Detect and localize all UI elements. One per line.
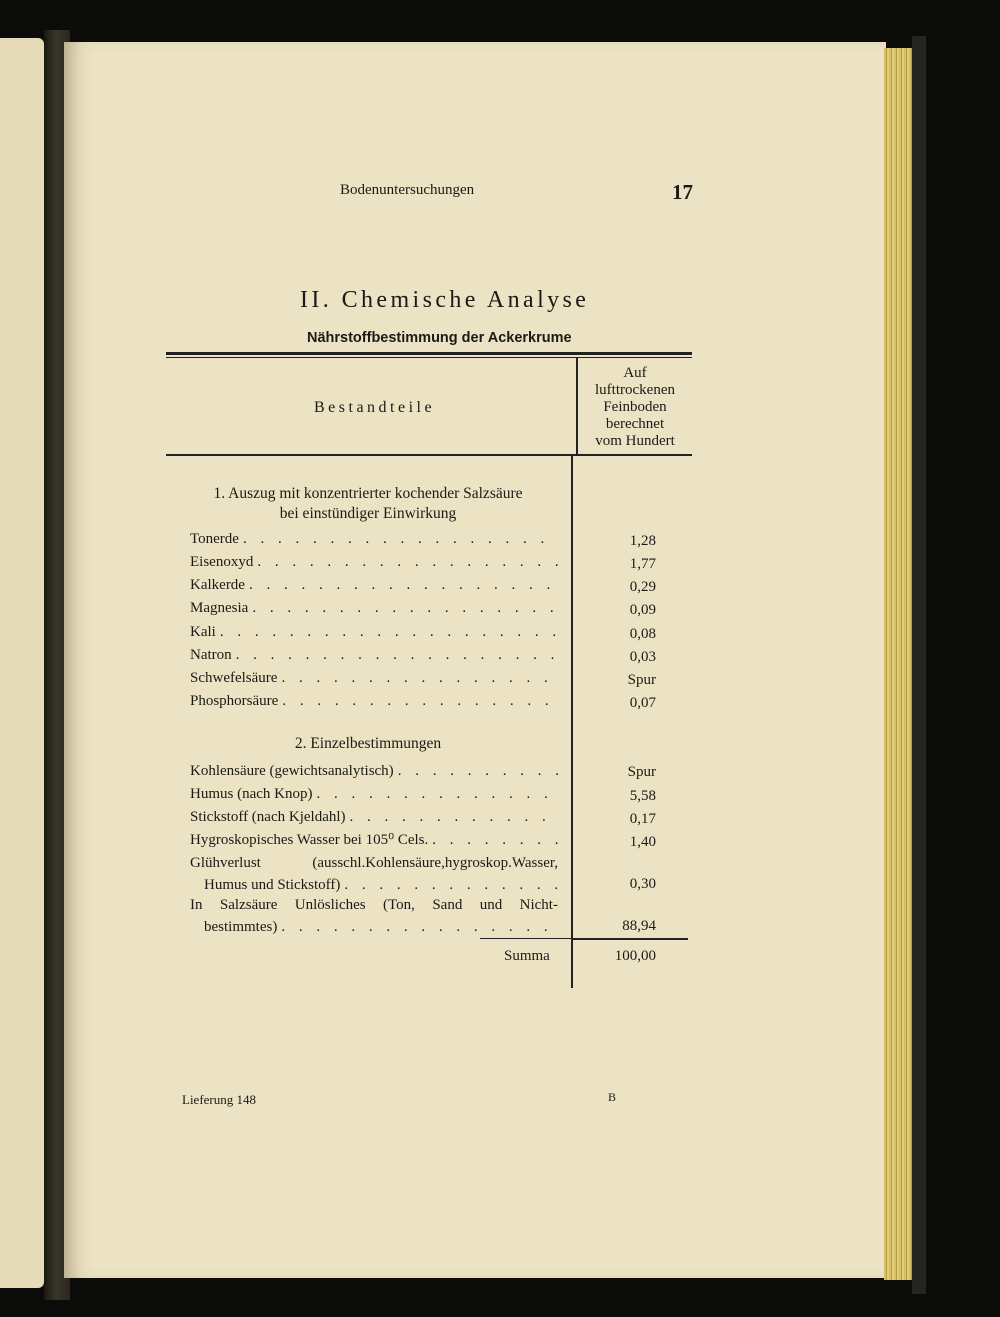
table-row-value: 1,77	[629, 556, 656, 572]
leader-dots	[316, 783, 558, 805]
column-divider-body	[571, 456, 573, 988]
table-row-value: 0,29	[629, 579, 656, 595]
section2-title: 2. Einzelbestimmungen	[294, 735, 442, 752]
header-bottom-rule	[166, 454, 692, 456]
running-head: Bodenuntersuchungen	[340, 182, 475, 198]
column-header-line: Auf	[623, 365, 647, 381]
leader-dots	[350, 806, 558, 828]
sum-value: 100,00	[614, 948, 656, 964]
row-label-line: Glühverlust (ausschl.Kohlensäure,hygroskop.Wasser,	[190, 855, 558, 871]
row-label-text: Kali	[190, 624, 216, 640]
table-row-label	[190, 806, 558, 828]
table-row-label	[190, 894, 558, 938]
sum-label: Summa	[504, 948, 550, 964]
sum-rule-left	[480, 938, 571, 939]
column-header-line: vom Hundert	[595, 433, 675, 449]
column-header-line: berechnet	[605, 416, 665, 432]
leader-dots	[252, 597, 558, 619]
table-row-value: 1,28	[629, 533, 656, 549]
leader-dots	[249, 574, 558, 596]
column-header-line: Feinboden	[603, 399, 667, 415]
column-header-line: lufttrockenen	[595, 382, 675, 398]
leader-dots	[432, 829, 558, 851]
table-row-label	[190, 783, 558, 805]
row-label-text: Hygroskopisches Wasser bei 105⁰ Cels.	[190, 832, 429, 848]
table-row-label	[190, 597, 558, 619]
row-label-text: Eisenoxyd	[190, 554, 254, 570]
row-label-text: Stickstoff (nach Kjeldahl)	[190, 809, 346, 825]
row-label-text: Tonerde	[190, 531, 239, 547]
table-top-rule	[166, 352, 692, 355]
footer-sheet-mark: B	[608, 1090, 617, 1104]
row-label-text: Schwefelsäure	[190, 670, 278, 686]
table-row-label	[190, 621, 558, 643]
row-label-text: bestimmtes)	[204, 919, 278, 935]
leader-dots	[236, 644, 558, 666]
leader-dots	[220, 621, 558, 643]
section-heading: II. Chemische Analyse	[300, 287, 590, 313]
table-row-label	[190, 667, 558, 689]
section1-title	[176, 484, 560, 524]
row-label-text: Phosphorsäure	[190, 693, 279, 709]
section1-title-line: bei einstündiger Einwirkung	[279, 505, 457, 522]
table-row-value: 0,08	[629, 626, 656, 642]
column-header-percent	[578, 365, 692, 450]
table-row-value: 0,03	[629, 649, 656, 665]
leader-dots	[281, 667, 558, 689]
page-number: 17	[672, 180, 693, 204]
table-row-value: 1,40	[629, 834, 656, 850]
row-label-text: Natron	[190, 647, 232, 663]
table-row-value: 0,09	[629, 602, 656, 618]
facing-page-edge	[0, 38, 44, 1288]
table-row-label	[190, 852, 558, 896]
leader-dots	[243, 528, 558, 550]
page-block-edge	[884, 48, 912, 1280]
leader-dots	[398, 760, 558, 782]
leader-dots	[282, 690, 558, 712]
table-row-value: Spur	[627, 672, 656, 688]
table-row-value: 5,58	[629, 788, 656, 804]
table-row-label	[190, 574, 558, 596]
row-label-text: Kohlensäure (gewichtsanalytisch)	[190, 763, 394, 779]
table-title: Nährstoffbestimmung der Ackerkrume	[307, 330, 572, 346]
section1-title-line: 1. Auszug mit konzentrierter kochender Salzsäure	[213, 485, 523, 502]
sum-rule-right	[573, 938, 688, 940]
footer-signature: Lieferung 148	[182, 1092, 257, 1107]
table-row-value: 0,07	[629, 695, 656, 711]
leader-dots	[344, 874, 558, 896]
table-row-label	[190, 760, 558, 782]
table-row-value: 0,17	[629, 811, 656, 827]
table-row-label	[190, 528, 558, 550]
row-label-text: Kalkerde	[190, 577, 245, 593]
table-row-label	[190, 644, 558, 666]
table-top-rule-thin	[166, 357, 692, 358]
row-label-text: Humus und Stickstoff)	[204, 877, 341, 893]
table-row-label	[190, 690, 558, 712]
book-cover	[912, 36, 926, 1294]
table-row-label	[190, 551, 558, 573]
row-label-line: In Salzsäure Unlösliches (Ton, Sand und Nicht-	[190, 897, 558, 913]
leader-dots	[281, 916, 558, 938]
table-row-value: 0,30	[629, 876, 656, 892]
table-row-label	[190, 829, 558, 851]
table-row-value: Spur	[627, 764, 656, 780]
row-label-text: Humus (nach Knop)	[190, 786, 313, 802]
leader-dots	[257, 551, 558, 573]
column-header-components: Bestandteile	[314, 399, 436, 416]
table-row-value: 88,94	[622, 918, 656, 934]
row-label-text: Magnesia	[190, 600, 249, 616]
